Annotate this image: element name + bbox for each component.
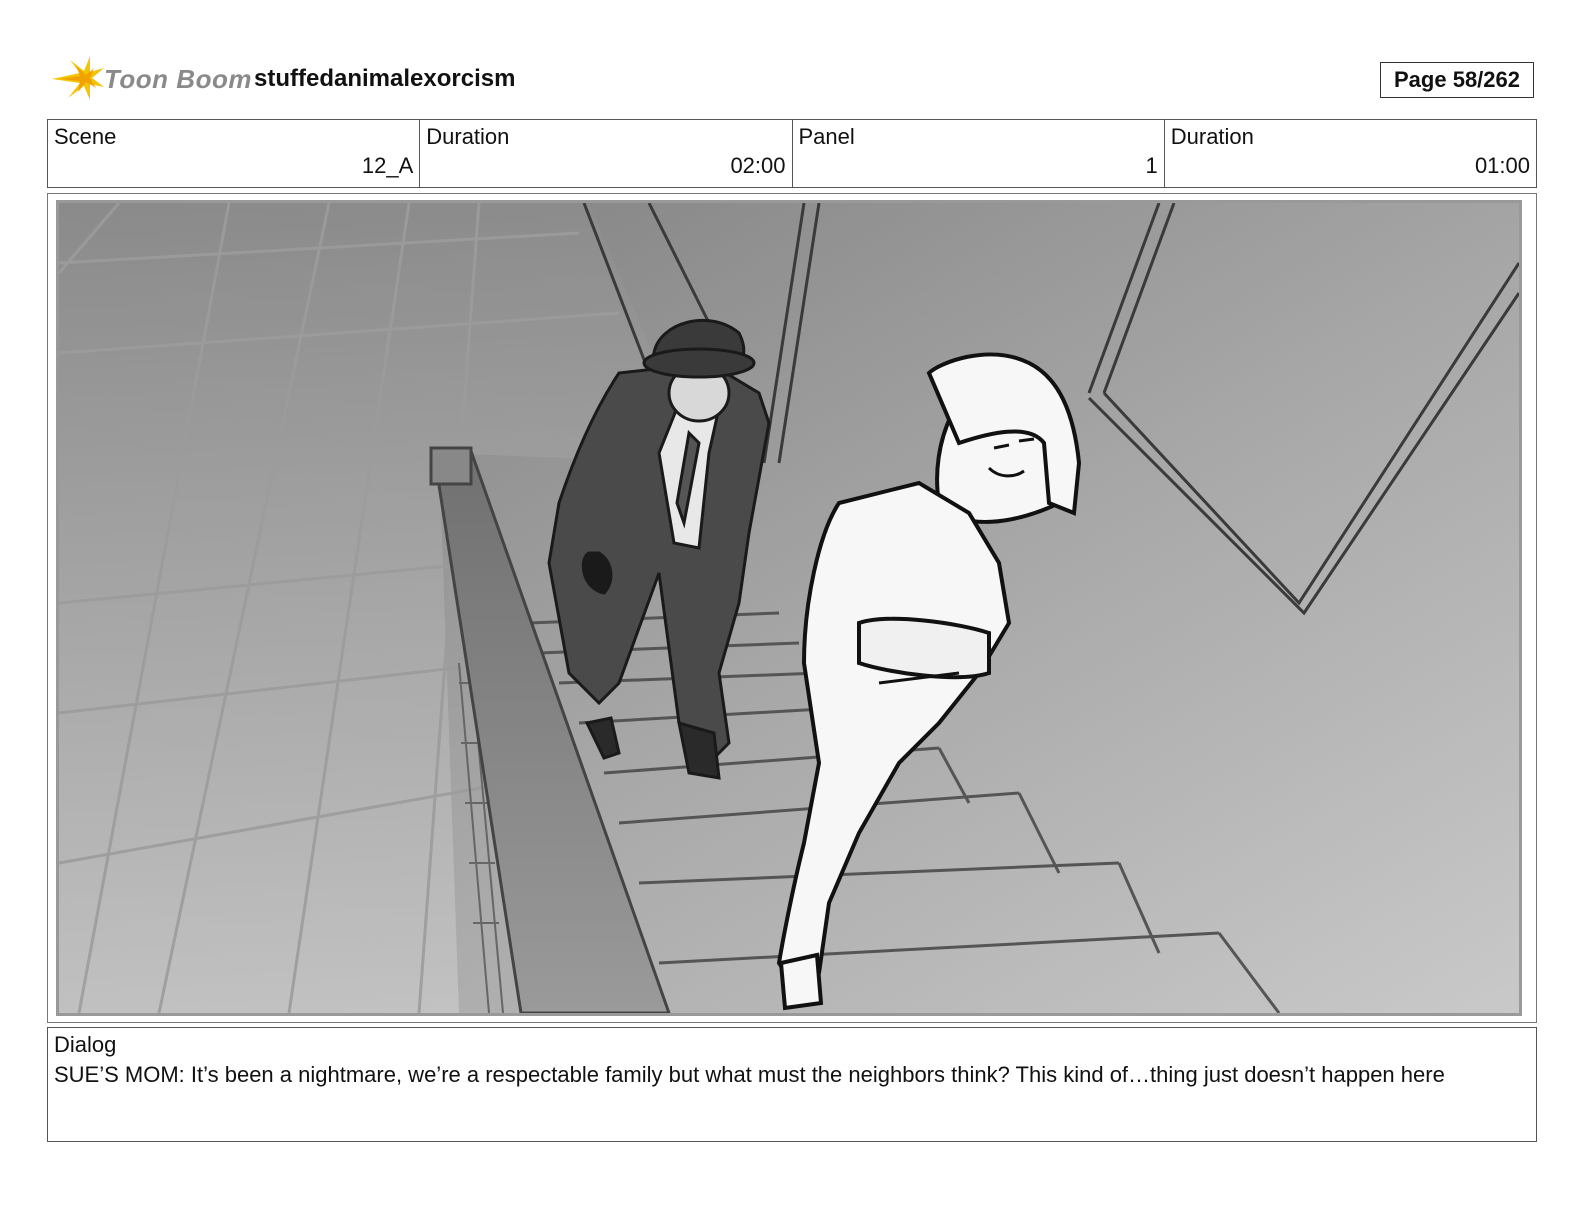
scene-info-table — [47, 119, 1537, 188]
scene-cell — [48, 120, 420, 187]
project-title: stuffedanimalexorcism — [254, 65, 516, 92]
page-label: Page — [1393, 67, 1447, 92]
scene-label: Scene — [54, 124, 117, 149]
scene-duration-value: 02:00 — [730, 153, 786, 178]
toon-boom-star-icon — [50, 54, 106, 104]
dialog-label: Dialog — [54, 1032, 117, 1057]
dialog-box — [47, 1027, 1537, 1142]
page-header — [50, 54, 1536, 104]
scene-value: 12_A — [361, 153, 414, 178]
page-indicator — [1380, 62, 1534, 98]
storyboard-panel-image — [56, 200, 1522, 1016]
panel-cell — [793, 120, 1165, 187]
toon-boom-logo — [50, 54, 250, 104]
panel-label: Panel — [798, 124, 855, 149]
dialog-text: SUE’S MOM: It’s been a nightmare, we’re a respectable family but what must the neighbors think? This kind of…thing just doesn’t happen here — [54, 1062, 1445, 1087]
storyboard-panel-frame — [47, 193, 1537, 1023]
logo-wordmark: Toon Boom — [104, 64, 252, 94]
panel-duration-label: Duration — [1170, 124, 1254, 149]
scene-duration-cell — [420, 120, 792, 187]
storyboard-sketch — [59, 203, 1519, 1013]
panel-value: 1 — [1145, 153, 1158, 178]
scene-duration-label: Duration — [426, 124, 510, 149]
panel-duration-value: 01:00 — [1474, 153, 1530, 178]
panel-duration-cell — [1165, 120, 1536, 187]
page-number: 58/262 — [1452, 67, 1520, 92]
